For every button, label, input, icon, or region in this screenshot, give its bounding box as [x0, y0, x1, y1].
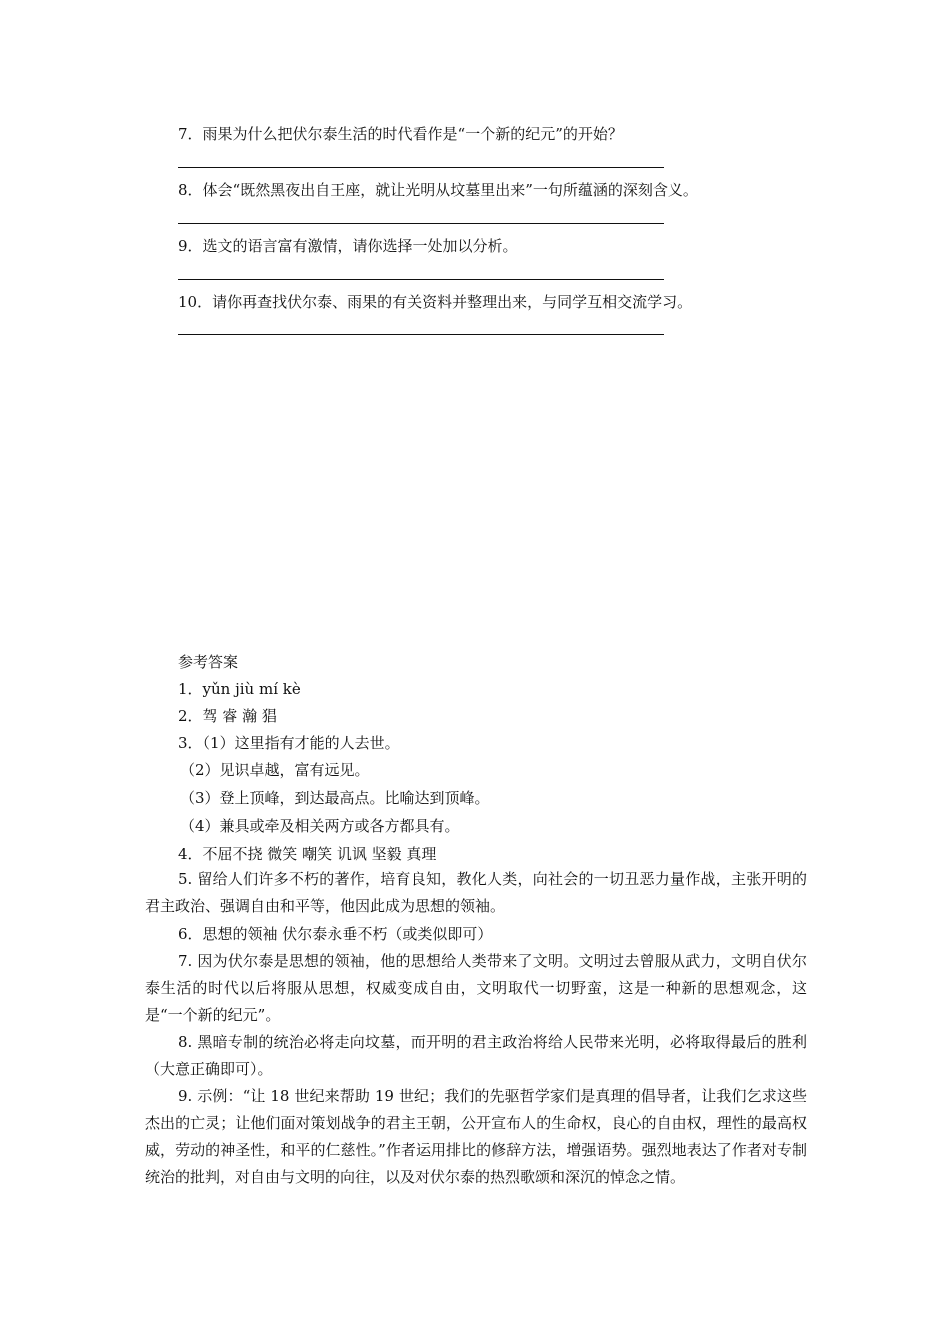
answer-8: 8. 黑暗专制的统治必将走向坟墓，而开明的君主政治将给人民带来光明，必将取得最后的胜利（大意正确即可）。 [145, 1033, 807, 1078]
answers-heading: 参考答案 [178, 653, 239, 671]
question-9: 9．选文的语言富有激情，请你选择一处加以分析。 [178, 237, 518, 255]
answer-1: 1．yǔn jiù mí kè [178, 680, 301, 698]
answer-4: 4．不屈不挠 微笑 嘲笑 讥讽 坚毅 真理 [178, 845, 437, 863]
answer-line-7 [178, 167, 664, 168]
answer-3: 3．（1）这里指有才能的人去世。 [178, 734, 400, 752]
answer-2: 2．驾 睿 瀚 猖 [178, 707, 277, 725]
answer-line-9 [178, 279, 664, 280]
answer-9: 9. 示例：“让 18 世纪来帮助 19 世纪；我们的先驱哲学家们是真理的倡导者，让我们乞求这些杰出的亡灵；让他们面对策划战争的君主王朝，公开宣布人的生命权，良心的自由权，理性的最高权威，劳动的神圣性，和平的仁慈性。”作者运用排比的修辞方法，增强语势。强烈地表达了作者对专制统治的批判，对自由与文明的向往，以及对伏尔泰的热烈歌颂和深沉的悼念之情。 [145, 1087, 807, 1186]
answer-7: 7. 因为伏尔泰是思想的领袖，他的思想给人类带来了文明。文明过去曾服从武力，文明自伏尔泰生活的时代以后将服从思想，权威变成自由，文明取代一切野蛮，这是一种新的思想观念，这是“一个新的纪元”。 [145, 952, 807, 1024]
answer-line-10 [178, 334, 664, 335]
answer-5: 5. 留给人们许多不朽的著作，培育良知，教化人类，向社会的一切丑恶力量作战，主张开明的君主政治、强调自由和平等，他因此成为思想的领袖。 [145, 870, 807, 915]
answer-3-item-2: （2）见识卓越，富有远见。 [180, 761, 370, 779]
answer-6: 6．思想的领袖 伏尔泰永垂不朽（或类似即可） [178, 925, 493, 943]
question-7: 7．雨果为什么把伏尔泰生活的时代看作是“一个新的纪元”的开始？ [178, 125, 623, 143]
answer-line-8 [178, 223, 664, 224]
answer-3-item-4: （4）兼具或牵及相关两方或各方都具有。 [180, 817, 460, 835]
question-10: 10．请你再查找伏尔泰、雨果的有关资料并整理出来，与同学互相交流学习。 [178, 293, 693, 311]
answer-3-item-3: （3）登上顶峰，到达最高点。比喻达到顶峰。 [180, 789, 490, 807]
question-8: 8．体会“既然黑夜出自王座，就让光明从坟墓里出来”一句所蕴涵的深刻含义。 [178, 181, 698, 199]
